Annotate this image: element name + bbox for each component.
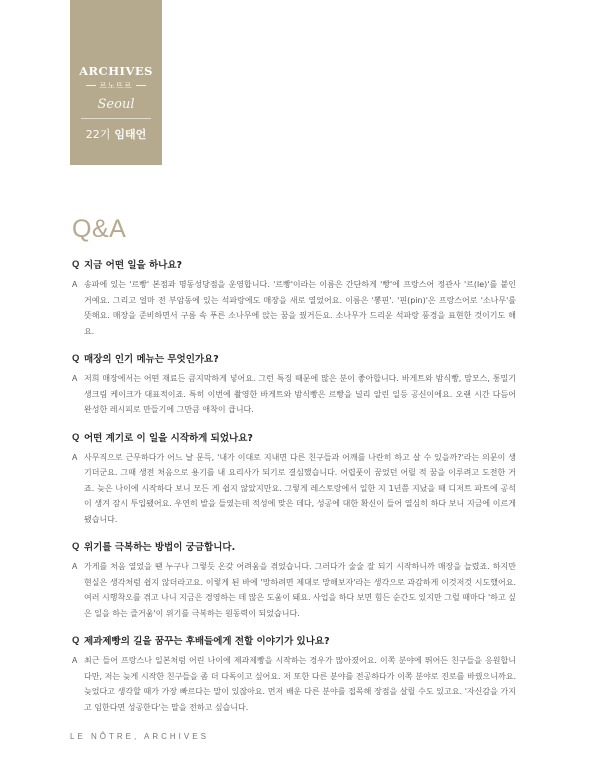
- script-wordmark: Seoul: [97, 97, 135, 112]
- qa-item: [72, 353, 516, 418]
- question-row: [72, 353, 516, 366]
- answer-text: 사무직으로 근무하다가 어느 날 문득, '내가 이대로 지내면 다른 친구들과 어깨를 나란히 하고 살 수 있을까?'라는 의문이 생기더군요. 그때 생전 처음으로 용기를 내 요리사가 되기로 결심했습니다. 어렵풋이 꿈었던 어릴 적 꿈을 이루려고 도전한 거죠. 늦은 나이에 시작하다 보니 모든 게 쉽지 않았지만요. 그렇게 레스토랑에서 일한 지 1년쯤 지났을 때 디저트 파트에 공석이 생겨 잠시 투입됐어요. 우연히 발을 들였는데 적성에 맞은 데다, 성공에 대한 확신이 들어 열심히 하다 보니 지금에 이르게 됐습니다.: [84, 452, 516, 524]
- question-row: [72, 541, 516, 554]
- answer-marker: A: [72, 562, 78, 571]
- question-text: 지금 어떤 일을 하나요?: [84, 260, 183, 271]
- brand-title: ARCHIVES: [79, 64, 153, 78]
- qa-item: [72, 259, 516, 339]
- brand-subtitle-row: [86, 80, 147, 91]
- person-name: 임태언: [114, 128, 147, 141]
- question-row: [72, 635, 516, 648]
- question-marker: Q: [72, 353, 80, 364]
- qa-item: [72, 541, 516, 621]
- answer-row: [72, 653, 516, 715]
- question-row: [72, 259, 516, 272]
- answer-row: [72, 559, 516, 621]
- page-footer: LE NÔTRE, ARCHIVES: [70, 732, 209, 741]
- page-title: Q&A: [72, 215, 127, 243]
- question-marker: Q: [72, 431, 80, 443]
- answer-text: 송파에 있는 '르빵' 본점과 명동성당점을 운영합니다. '르빵'이라는 이름은 간단하게 '빵'에 프랑스어 정관사 '르(le)'를 붙인 거예요. 그리고 얼마 전 부암동에 있는 석파랑에도 매장을 새로 열었어요. 이름은 '뽕핀'. '핀(pin)'은 프랑스어로 '소나무'를 뜻해요. 매장을 준비하면서 구름 속 푸른 소나무에 앉는 꿈을 꿨거든요. 소나무가 드리운 석파랑 풍경을 표현한 것이기도 해요.: [84, 280, 516, 336]
- archives-badge: [70, 0, 162, 165]
- question-marker: Q: [72, 259, 80, 270]
- badge-divider: [81, 118, 151, 119]
- question-text: 매장의 인기 메뉴는 무엇인가요?: [84, 354, 219, 365]
- answer-marker: A: [72, 374, 78, 383]
- answer-text: 저희 매장에서는 어떤 재료든 큼지막하게 넣어요. 그런 특징 때문에 많은 분이 좋아합니다. 바게트와 밤식빵, 맘모스, 통밀기생크림 케이크가 대표적이죠. 특히 이번에 촬영한 바게트와 밤식빵은 르빵을 널리 알린 일등 공신이에요. 오랜 시간 다듬어 완성한 레시피로 만들기에 그만큼 애착이 큽니다.: [84, 374, 516, 414]
- decorative-line: [86, 85, 96, 86]
- question-text: 어떤 계기로 이 일을 시작하게 되었나요?: [84, 432, 253, 444]
- answer-row: [72, 450, 516, 528]
- brand-subtitle: 르노뜨르: [99, 81, 133, 90]
- question-text: 위기를 극복하는 방법이 궁금합니다.: [84, 542, 236, 553]
- cohort-number: 22기: [85, 128, 111, 141]
- question-marker: Q: [72, 541, 80, 552]
- answer-text: 최근 들어 프랑스나 일본처럼 어린 나이에 제과제빵을 시작하는 경우가 많아졌어요. 이쪽 분야에 뛰어든 친구들을 응원합니다만, 저는 늦게 시작한 친구들을 좀 더 다독이고 싶어요. 저 또한 다른 분야를 전공하다가 이쪽 분야로 진로를 바꿨으니까요. 늦었다고 생각할 때가 가장 빠르다는 말이 있잖아요. 먼저 배운 다른 분야를 접목해 장점을 살릴 수도 있고요. '자신감을 가지고 임한다면 성공한다'는 말을 전하고 싶습니다.: [84, 656, 516, 712]
- cohort-label: [86, 126, 147, 142]
- answer-text: 가게를 처음 열었을 땐 누구나 그렇듯 온갖 어려움을 겪었습니다. 그러다가 술술 잘 되기 시작하니까 매장을 늘렸죠. 하지만 현실은 생각처럼 쉽지 않더라고요. 이렇게 된 바에 '망하려면 제대로 망해보자'라는 생각으로 과감하게 이것저것 시도했어요. 여러 시행착오를 겪고 나니 지금은 경영하는 데 많은 도움이 돼요. 사업을 하다 보면 힘든 순간도 있지만 그럴 때마다 '하고 싶은 일을 하는 즐거움'이 위기를 극복하는 원동력이 되었습니다.: [84, 562, 516, 618]
- qa-item: [72, 432, 516, 528]
- qa-list: [72, 259, 516, 729]
- answer-marker: A: [72, 280, 78, 289]
- question-marker: Q: [72, 635, 80, 646]
- answer-row: [72, 277, 516, 339]
- qa-item: [72, 635, 516, 715]
- answer-row: [72, 371, 516, 418]
- decorative-line: [136, 85, 146, 86]
- answer-marker: A: [72, 656, 78, 665]
- question-row: [72, 432, 516, 445]
- answer-marker: A: [72, 452, 78, 462]
- question-text: 제과제빵의 길을 꿈꾸는 후배들에게 전할 이야기가 있나요?: [84, 636, 330, 647]
